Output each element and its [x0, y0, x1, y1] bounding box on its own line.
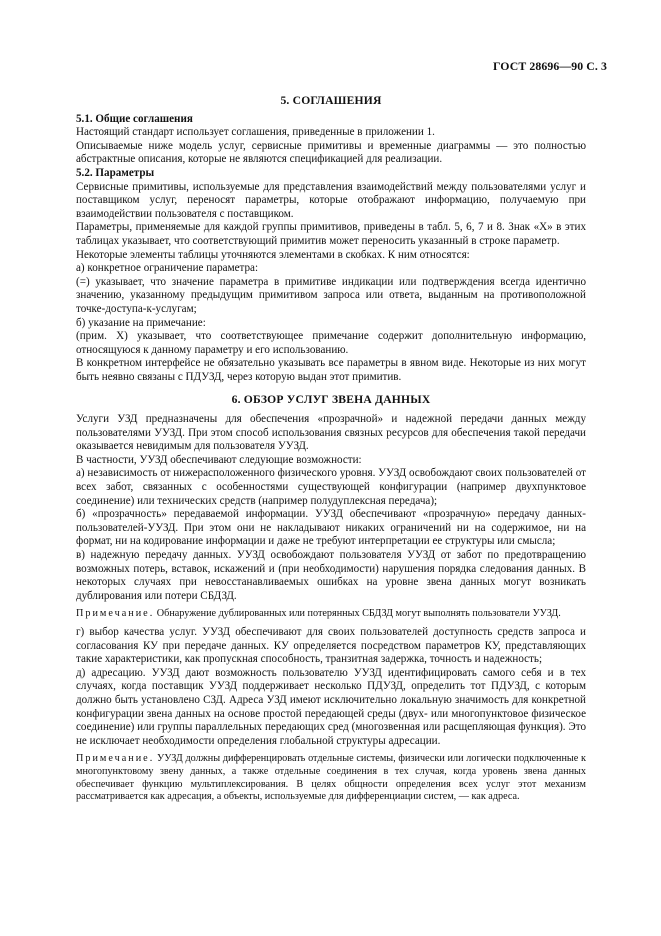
- section-6-title: 6. ОБЗОР УСЛУГ ЗВЕНА ДАННЫХ: [231, 393, 431, 407]
- list-item: в) надежную передачу данных. УУЗД освобождают пользователя УУЗД от забот по предотвращению возможных потерь, вставок, искажений и (при необходимости) нарушения порядка следования данных. В некоторых случаях при невосстанавливаемых ошибках на уровне звена данных могут возникать дублирования или потери СБДЗД.: [76, 549, 586, 602]
- paragraph: В частности, УУЗД обеспечивают следующие возможности:: [76, 453, 362, 466]
- note-2: [76, 753, 586, 803]
- list-item: а) независимость от нижерасположенного физического уровня. УУЗД освобождают своих пользователей от всех забот, связанных с особенностями существующей конфигурации (например двухпунктовое соединение) или технических средств (например полудуплексная передача);: [76, 467, 586, 507]
- subsection-5-1-title: 5.1. Общие соглашения: [76, 112, 193, 125]
- list-item: г) выбор качества услуг. УУЗД обеспечивают для своих пользователей доступность средств запроса и согласования КУ при передаче данных. КУ определяется посредством параметров КУ, представляющих такие характеристики, как пропускная способность, транзитная задержка, точность и надежность;: [76, 625, 586, 666]
- list-item: б) указание на примечание:: [76, 316, 206, 329]
- paragraph: Некоторые элементы таблицы уточняются элементами в скобках. К ним относятся:: [76, 248, 470, 261]
- paragraph: Настоящий стандарт использует соглашения, приведенные в приложении 1.: [76, 126, 435, 139]
- paragraph: (=) указывает, что значение параметра в примитиве индикации или подтверждения всегда идентично значению, указанному предыдущим примитивом запроса или ответа, выданным на противоположной точке-доступа-к-услугам;: [76, 275, 586, 315]
- note-text: Обнаружение дублированных или потерянных СБДЗД могут выполнять пользователи УУЗД.: [154, 608, 561, 620]
- note-1: [76, 608, 586, 621]
- paragraph: В конкретном интерфейсе не обязательно указывать все параметры в явном виде. Некоторые из них могут быть неявно связаны с ПДУЗД, через которую выдан этот примитив.: [76, 357, 586, 383]
- note-label: Примечание.: [76, 608, 155, 620]
- page-content: [76, 94, 586, 809]
- paragraph: Услуги УЗД предназначены для обеспечения «прозрачной» и надежной передачи данных между пользователями УУЗД. При этом способ использования связных ресурсов для обеспечения такой передачи оказывается невидимым для пользователя УУЗД.: [76, 413, 586, 453]
- note-label: Примечание.: [76, 753, 155, 765]
- list-item: б) «прозрачность» передаваемой информации. УУЗД обеспечивают «прозрачную» передачу данных-пользователей-УУЗД. При этом они не накладывают никаких ограничений ни на содержимое, ни на формат, ни на кодирование информации и даже не требуют интерпретации ее структуры или смысла;: [76, 508, 586, 548]
- page-header: ГОСТ 28696—90 С. 3: [492, 59, 607, 73]
- paragraph: Сервисные примитивы, используемые для представления взаимодействий между пользователями услуг и поставщиком услуг, переносят параметры, которые отображают информацию, получаемую при взаимодействии пользователя с поставщиком.: [76, 180, 586, 220]
- paragraph: Описываемые ниже модель услуг, сервисные примитивы и временные диаграммы — это полностью абстрактные описания, которые не являются спецификацией для реализации.: [76, 139, 586, 166]
- section-5-title: 5. СОГЛАШЕНИЯ: [280, 94, 382, 107]
- paragraph: (прим. Х) указывает, что соответствующее примечание содержит дополнительную информацию, относящуюся к данному параметру и его использованию.: [76, 330, 586, 356]
- list-item: а) конкретное ограничение параметра:: [76, 262, 259, 275]
- list-item: д) адресацию. УУЗД дают возможность пользователю УУЗД идентифицировать самого себя и в тех случаях, когда поставщик УУЗД поддерживает несколько ПДУЗД, определить тот ПДУЗД, с которым должно быть установлено СЗД. Адреса УЗД имеют исключительно локальную значимость для конкретной конфигурации звена данных на основе простой передающей среды (двух- или многопунктовое физическое соединение) или группы параллельных передающих сред (многозвенная или расщепляющая функция). Это не исключает необходимости определения глобальной структуры адресации.: [76, 666, 586, 747]
- subsection-5-2-title: 5.2. Параметры: [76, 166, 155, 179]
- paragraph: Параметры, применяемые для каждой группы примитивов, приведены в табл. 5, 6, 7 и 8. Знак «Х» в этих таблицах указывает, что соответствующий примитив может переносить указанный в строке параметр.: [76, 221, 586, 247]
- note-text: УУЗД должны дифференцировать отдельные системы, физически или логически подключенные к многопунктовому звену данных, а также отдельные соединения в тех случая, когда уровень звена данных обеспечивает функцию мультиплексирования. В целях общности определения всех услуг этот механизм рассматривается как адресация, а объекты, используемые для дифференциации систем, — как адреса.: [76, 753, 586, 803]
